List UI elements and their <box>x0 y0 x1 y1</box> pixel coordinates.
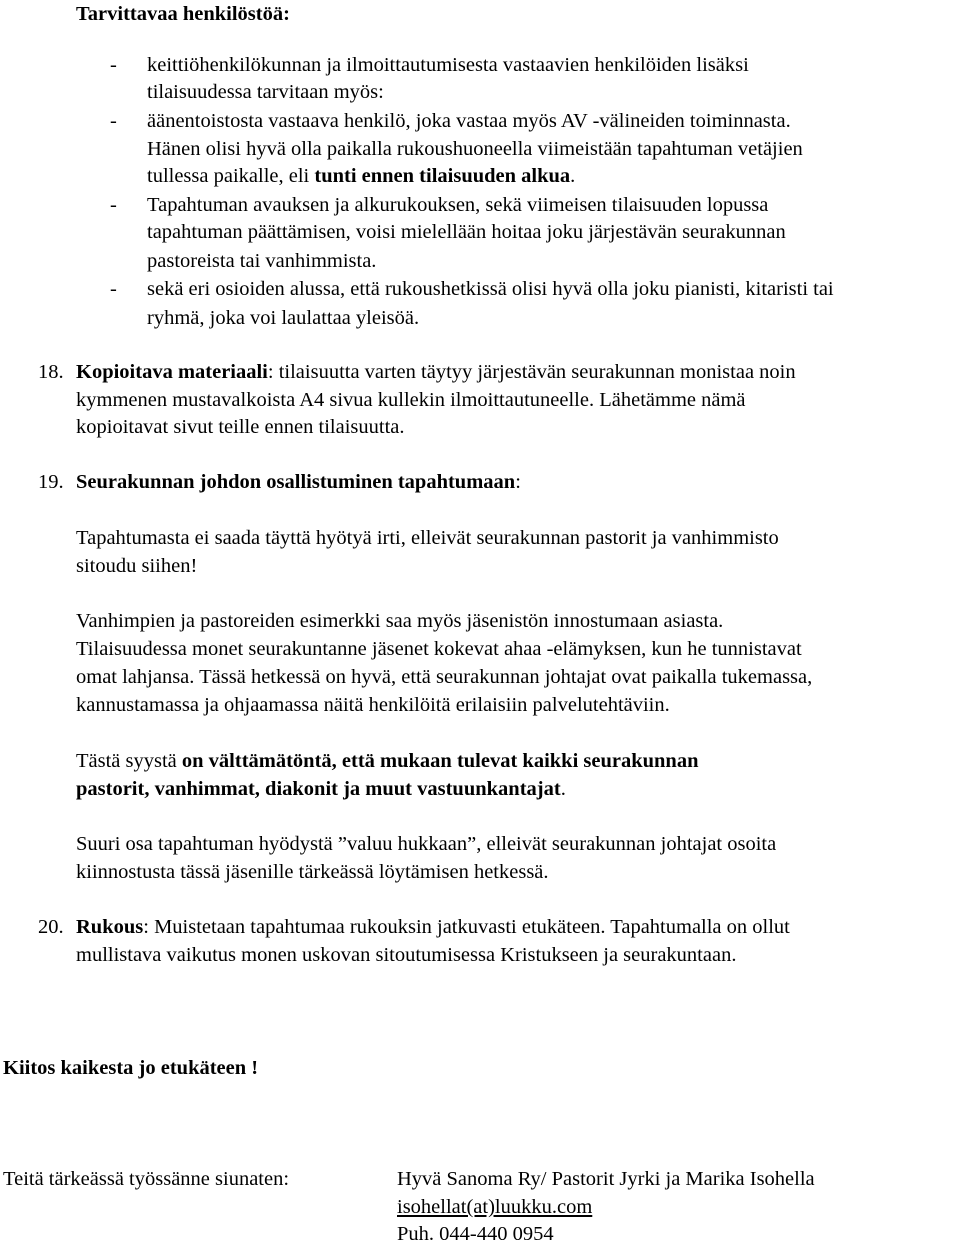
section-number: 19. <box>38 471 64 493</box>
section-title: Rukous <box>76 916 144 938</box>
paragraph-line: omat lahjansa. Tässä hetkessä on hyvä, että seurakunnan johtajat ovat paikalla tukemassa, <box>76 666 813 688</box>
bullet-text: ryhmä, joka voi laulattaa yleisöä. <box>147 307 420 329</box>
phone-number: Puh. 044-440 0954 <box>397 1223 554 1245</box>
section18-line: kopioitavat sivut teille ennen tilaisuutta. <box>76 416 405 438</box>
section-title: Seurakunnan johdon osallistuminen tapahtumaan <box>76 471 516 493</box>
section19-heading: Seurakunnan johdon osallistuminen tapahtumaan: <box>76 471 521 493</box>
section-title: Kopioitava materiaali <box>76 361 268 383</box>
section20-line: Rukous: Muistetaan tapahtumaa rukouksin jatkuvasti etukäteen. Tapahtumalla on ollut <box>76 916 790 938</box>
bullet-marker: - <box>110 194 117 216</box>
bold-emphasis: tunti ennen tilaisuuden alkua <box>314 165 571 187</box>
paragraph-line: kannustamassa ja ohjaamassa näitä henkilöitä erilaisiin palvelutehtäviin. <box>76 694 670 716</box>
email-link[interactable]: isohellat(at)luukku.com <box>397 1196 593 1218</box>
closing-label: Teitä tärkeässä työssänne siunaten: <box>3 1168 290 1190</box>
paragraph-line: Suuri osa tapahtuman hyödystä ”valuu hukkaan”, elleivät seurakunnan johtajat osoita <box>76 833 777 855</box>
section-number: 18. <box>38 361 64 383</box>
bullet-text: keittiöhenkilökunnan ja ilmoittautumisesta vastaavien henkilöiden lisäksi <box>147 54 749 76</box>
bullet-marker: - <box>110 110 117 132</box>
bullet-text: Tapahtuman avauksen ja alkurukouksen, sekä viimeisen tilaisuuden lopussa <box>147 194 769 216</box>
bullet-text: äänentoistosta vastaava henkilö, joka vastaa myös AV -välineiden toiminnasta. <box>147 110 791 132</box>
bullet-marker: - <box>110 278 117 300</box>
paragraph-line: sitoudu siihen! <box>76 555 198 577</box>
bullet-text: Hänen olisi hyvä olla paikalla rukoushuoneella viimeistään tapahtuman vetäjien <box>147 138 803 160</box>
thanks-line: Kiitos kaikesta jo etukäteen ! <box>3 1057 259 1079</box>
paragraph-line: Vanhimpien ja pastoreiden esimerkki saa myös jäsenistön innostumaan asiasta. <box>76 610 724 632</box>
paragraph-line: pastorit, vanhimmat, diakonit ja muut vastuunkantajat. <box>76 778 566 800</box>
paragraph-line: kiinnostusta tässä jäsenille tärkeässä löytämisen hetkessä. <box>76 861 549 883</box>
bullet-marker: - <box>110 54 117 76</box>
staff-heading: Tarvittavaa henkilöstöä: <box>76 3 290 25</box>
bold-emphasis: pastorit, vanhimmat, diakonit ja muut vastuunkantajat <box>76 778 561 800</box>
bullet-text: tullessa paikalle, eli tunti ennen tilaisuuden alkua. <box>147 165 576 187</box>
bold-emphasis: on välttämätöntä, että mukaan tulevat kaikki seurakunnan <box>181 750 699 772</box>
section20-line: mullistava vaikutus monen uskovan sitoutumisessa Kristukseen ja seurakuntaan. <box>76 944 737 966</box>
bullet-text: pastoreista tai vanhimmista. <box>147 250 377 272</box>
paragraph-line: Tästä syystä on välttämätöntä, että mukaan tulevat kaikki seurakunnan <box>76 750 699 772</box>
bullet-text: tilaisuudessa tarvitaan myös: <box>147 81 384 103</box>
section18-line: kymmenen mustavalkoista A4 sivua kullekin ilmoittautuneelle. Lähetämme nämä <box>76 389 746 411</box>
bullet-text: tapahtuman päättämisen, voisi mielellään hoitaa joku järjestävän seurakunnan <box>147 221 786 243</box>
section18-line: Kopioitava materiaali: tilaisuutta varten täytyy järjestävän seurakunnan monistaa noin <box>76 361 796 383</box>
paragraph-line: Tilaisuudessa monet seurakuntanne jäsenet kokevat ahaa -elämyksen, kun he tunnistavat <box>76 638 802 660</box>
paragraph-line: Tapahtumasta ei saada täyttä hyötyä irti, elleivät seurakunnan pastorit ja vanhimmisto <box>76 527 779 549</box>
section-number: 20. <box>38 916 64 938</box>
closing-org: Hyvä Sanoma Ry/ Pastorit Jyrki ja Marika Isohella <box>397 1168 815 1190</box>
bullet-text: sekä eri osioiden alussa, että rukoushetkissä olisi hyvä olla joku pianisti, kitaristi tai <box>147 278 834 300</box>
